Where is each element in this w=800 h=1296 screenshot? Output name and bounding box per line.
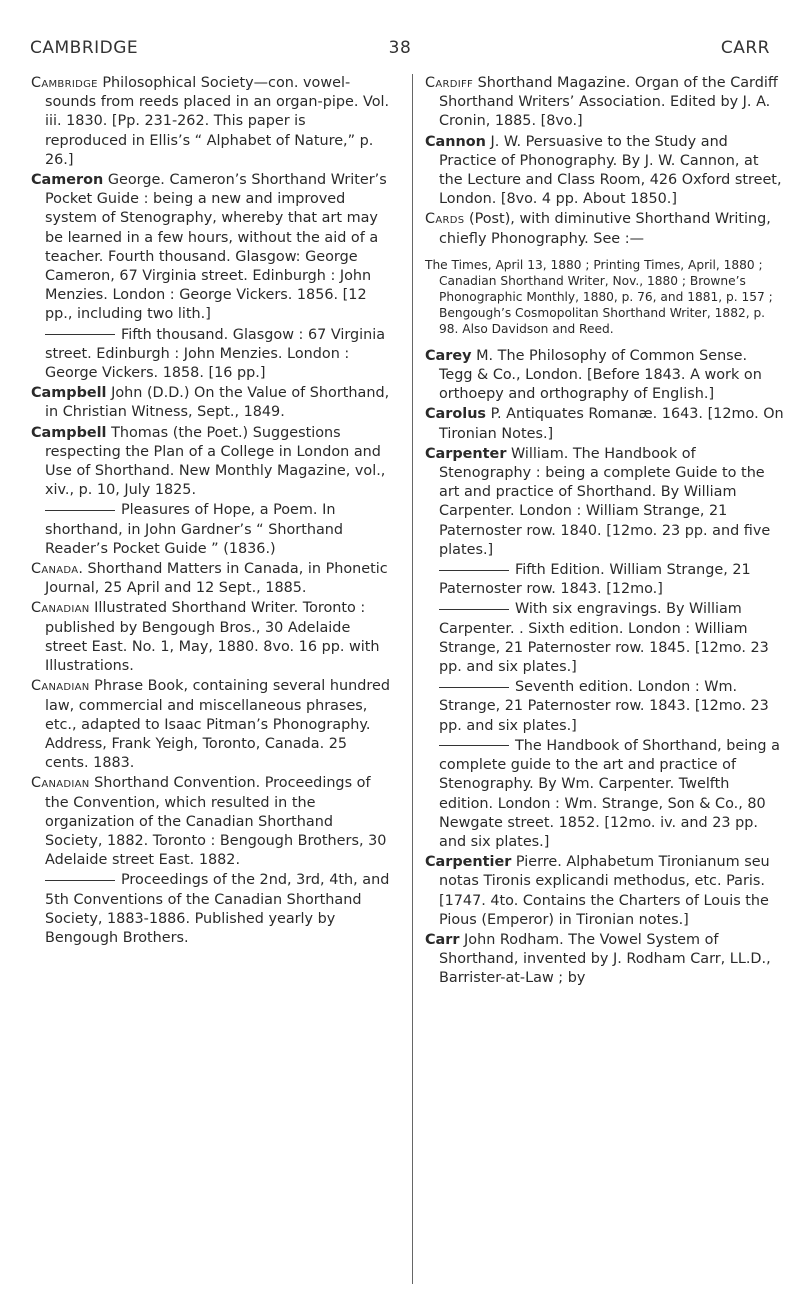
left-column: [31, 74, 391, 949]
sub-entry: Seventh edition. London : Wm. Strange, 21 Paternoster row. 1843. [12mo. 23 pp. and six plates.]: [439, 679, 769, 734]
index-entry: Carpentier Pierre. Alphabetum Tironianum seu notas Tironis explicandi methodus, etc. Paris. [1747. 4to. Contains the Charters of Louis the Pious (Emperor) in Tironian notes.]: [425, 854, 770, 928]
index-entry: Carr John Rodham. The Vowel System of Shorthand, invented by J. Rodham Carr, LL.D., Barrister-at-Law ; by: [425, 931, 771, 987]
index-entry: Canadian Illustrated Shorthand Writer. Toronto : published by Bengough Bros., 30 Adelaide street East. No. 1, May, 1880. 8vo. 16 pp. with Illustrations.: [31, 600, 380, 675]
entry-headword: Carpentier: [425, 854, 512, 871]
entry-headword: Campbell: [31, 424, 107, 441]
page-number: 38: [388, 38, 412, 58]
ditto-rule: [45, 510, 115, 511]
ditto-rule: [439, 609, 509, 610]
entry-headword: Cameron: [31, 172, 104, 189]
entry-headword: Cards: [425, 211, 465, 228]
index-entry: Cards (Post), with diminutive Shorthand Writing, chiefly Phonography. See :—: [425, 211, 771, 247]
index-entry: Campbell John (D.D.) On the Value of Shorthand, in Christian Witness, Sept., 1849.: [31, 385, 390, 421]
sub-entry: Pleasures of Hope, a Poem. In shorthand, in John Gardner’s “ Shorthand Reader’s Pocket Guide ” (1836.): [45, 502, 344, 557]
running-head-left: CAMBRIDGE: [30, 38, 139, 58]
ditto-rule: [439, 687, 509, 688]
index-entry: Canada. Shorthand Matters in Canada, in Phonetic Journal, 25 April and 12 Sept., 1885.: [31, 561, 388, 597]
sub-entry: Fifth Edition. William Strange, 21 Paternoster row. 1843. [12mo.]: [439, 562, 751, 598]
entry-headword: Canadian: [31, 678, 90, 695]
index-entry: Carey M. The Philosophy of Common Sense. Tegg & Co., London. [Before 1843. A work on orthoepy and orthography of English.]: [425, 347, 762, 403]
entry-headword: Campbell: [31, 385, 107, 402]
index-entry: Carolus P. Antiquates Romanæ. 1643. [12mo. On Tironian Notes.]: [425, 406, 784, 442]
entry-headword: Carpenter: [425, 445, 507, 462]
index-entry: Canadian Shorthand Convention. Proceedings of the Convention, which resulted in the organization of the Canadian Shorthand Society, 1882. Toronto : Bengough Brothers, 30 Adelaide street East. 1882.: [31, 775, 387, 869]
entry-headword: Cambridge: [31, 75, 98, 91]
index-entry: Carpenter William. The Handbook of Stenography : being a complete Guide to the art and practice of Shorthand. By William Carpenter. London : William Strange, 21 Paternoster row. 1840. [12mo. 23 pp. and five plates.]: [425, 445, 771, 558]
sub-entry: The Handbook of Shorthand, being a complete guide to the art and practice of Stenography. By Wm. Carpenter. Twelfth edition. London : Wm. Strange, Son & Co., 80 Newgate street. 1852. [12mo. iv. and 23 pp. and six plates.]: [439, 737, 780, 850]
index-entry: Cannon J. W. Persuasive to the Study and Practice of Phonography. By J. W. Cannon, at the Lecture and Class Room, 426 Oxford street, London. [8vo. 4 pp. About 1850.]: [425, 133, 782, 208]
index-entry: Canadian Phrase Book, containing several hundred law, commercial and miscellaneous phrases, etc., adapted to Isaac Pitman’s Phonography. Address, Frank Yeigh, Toronto, Canada. 25 cents. 1883.: [31, 678, 390, 772]
entry-headword: Cannon: [425, 133, 486, 150]
ditto-rule: [439, 570, 509, 571]
ditto-rule: [439, 745, 509, 746]
entry-headword: Cardiff: [425, 75, 474, 91]
entry-headword: Carey: [425, 347, 472, 364]
running-head-right: CARR: [720, 38, 770, 58]
entry-headword: Carolus: [425, 406, 486, 423]
sub-entry: With six engravings. By William Carpenter. . Sixth edition. London : William Strange, 21 Paternoster row. 1845. [12mo. 23 pp. and six plates.]: [439, 601, 769, 676]
index-entry: Campbell Thomas (the Poet.) Suggestions respecting the Plan of a College in London and Use of Shorthand. New Monthly Magazine, vol., xiv., p. 10, July 1825.: [31, 424, 386, 499]
running-head: [30, 38, 770, 62]
entry-headword: Carr: [425, 931, 460, 948]
entry-headword: Canadian: [31, 775, 90, 792]
column-divider: [412, 74, 413, 1284]
ditto-rule: [45, 880, 115, 881]
index-entry: Cambridge Philosophical Society—con. vowel-sounds from reeds placed in an organ-pipe. Vol. iii. 1830. [Pp. 231-262. This paper is reproduced in Ellis’s “ Alphabet of Nature,” p. 26.]: [31, 75, 390, 168]
index-entry: Cardiff Shorthand Magazine. Organ of the Cardiff Shorthand Writers’ Association. Edited by J. A. Cronin, 1885. [8vo.]: [425, 75, 778, 130]
right-column: [425, 74, 785, 990]
entry-headword: Canadian: [31, 600, 90, 617]
sub-entry: Fifth thousand. Glasgow : 67 Virginia street. Edinburgh : John Menzies. London : George Vickers. 1858. [16 pp.]: [45, 326, 386, 382]
entry-headword: Canada: [31, 561, 79, 578]
reference-list: The Times, April 13, 1880 ; Printing Times, April, 1880 ; Canadian Shorthand Writer, Nov., 1880 ; Browne’s Phonographic Monthly, 1880, p. 76, and 1881, p. 157 ; Bengough’s Cosmopolitan Shorthand Writer, 1882, p. 98. Also Davidson and Reed.: [425, 257, 773, 336]
sub-entry: Proceedings of the 2nd, 3rd, 4th, and 5th Conventions of the Canadian Shorthand Society, 1883-1886. Published yearly by Bengough Brothers.: [45, 872, 390, 946]
index-entry: Cameron George. Cameron’s Shorthand Writer’s Pocket Guide : being a new and improved system of Stenography, whereby that art may be learned in a few hours, without the aid of a teacher. Fourth thousand. Glasgow: George Cameron, 67 Virginia street. Edinburgh : John Menzies. London : George Vickers. 1856. [12 pp., including two lith.]: [31, 172, 387, 323]
ditto-rule: [45, 334, 115, 335]
